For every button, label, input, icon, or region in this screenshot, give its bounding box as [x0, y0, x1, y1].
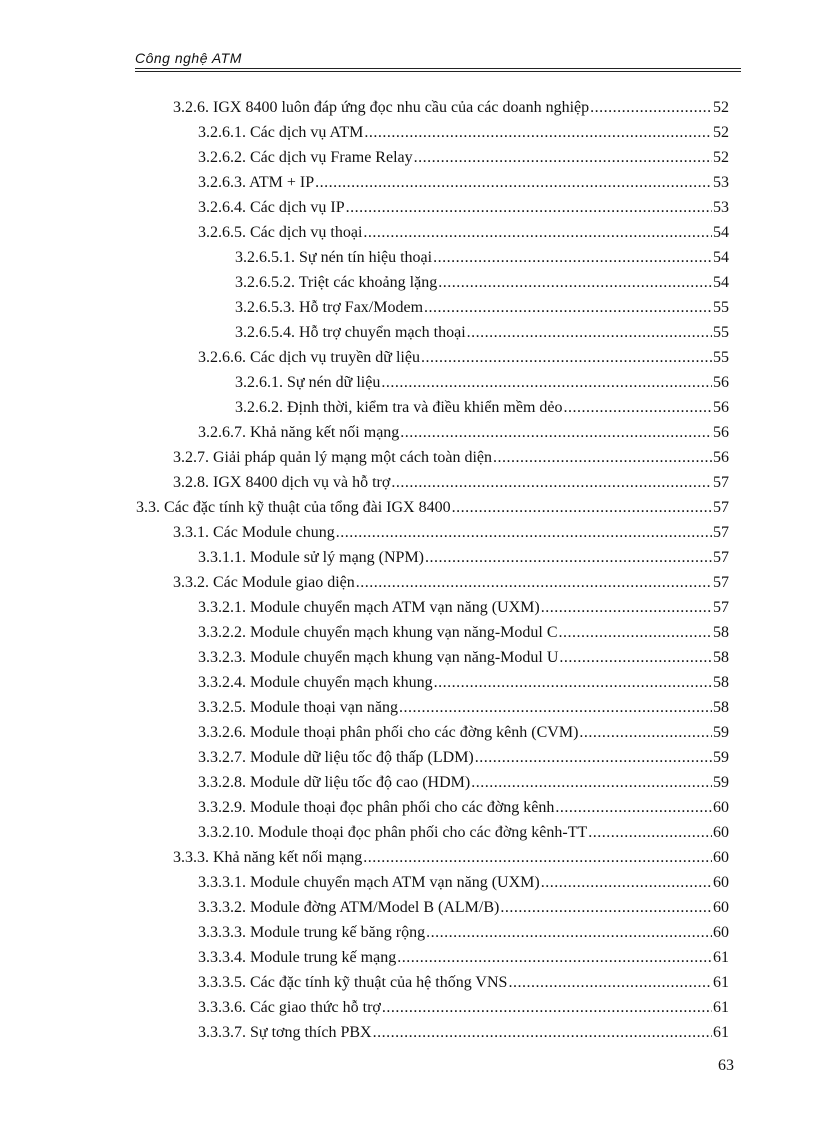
- toc-entry-page: 58: [713, 699, 729, 716]
- toc-entry[interactable]: [198, 868, 729, 893]
- toc-entry-title: 3.3.2. Các Module giao diện: [173, 574, 355, 591]
- toc-entry[interactable]: [173, 568, 729, 593]
- toc-leader-dots: [493, 448, 712, 468]
- toc-leader-dots: [500, 898, 712, 918]
- toc-entry[interactable]: [198, 618, 729, 643]
- toc-leader-dots: [555, 798, 712, 818]
- toc-entry-page: 58: [713, 624, 729, 641]
- toc-entry[interactable]: [173, 93, 729, 118]
- toc-entry-title: 3.3.2.6. Module thoại phân phối cho các đờng kênh (CVM): [198, 724, 579, 741]
- toc-entry[interactable]: [198, 968, 729, 993]
- toc-entry-title: 3.3.2.1. Module chuyển mạch ATM vạn năng (UXM): [198, 599, 540, 616]
- toc-entry[interactable]: [173, 843, 729, 868]
- toc-leader-dots: [579, 723, 712, 743]
- toc-entry-title: 3.3.3.6. Các giao thức hỗ trợ: [198, 999, 381, 1016]
- toc-entry-title: 3.2.6.2. Định thời, kiểm tra và điều khiển mềm dẻo: [235, 399, 563, 416]
- toc-entry[interactable]: [173, 468, 729, 493]
- toc-entry-title: 3.3.3.7. Sự tơng thích PBX: [198, 1024, 372, 1041]
- toc-entry-title: 3.2.7. Giải pháp quản lý mạng một cách toàn diện: [173, 449, 493, 466]
- toc-entry-page: 55: [713, 324, 729, 341]
- toc-entry-page: 59: [713, 749, 729, 766]
- toc-entry-page: 57: [713, 499, 729, 516]
- toc-entry-page: 54: [713, 224, 729, 241]
- toc-entry-title: 3.2.6.5.1. Sự nén tín hiệu thoại: [235, 249, 433, 266]
- toc-entry-title: 3.2.6.3. ATM + IP: [198, 174, 315, 191]
- toc-entry[interactable]: [198, 593, 729, 618]
- toc-entry[interactable]: [198, 943, 729, 968]
- toc-entry-title: 3.2.6.5.4. Hỗ trợ chuyển mạch thoại: [235, 324, 466, 341]
- toc-leader-dots: [381, 373, 712, 393]
- toc-entry-page: 53: [713, 174, 729, 191]
- toc-entry-page: 56: [713, 449, 729, 466]
- toc-entry-page: 57: [713, 524, 729, 541]
- toc-entry-page: 59: [713, 774, 729, 791]
- toc-leader-dots: [336, 523, 712, 543]
- toc-entry-page: 58: [713, 649, 729, 666]
- toc-entry-title: 3.3.2.8. Module dữ liệu tốc độ cao (HDM): [198, 774, 471, 791]
- toc-entry-page: 55: [713, 299, 729, 316]
- toc-entry-title: 3.3.2.5. Module thoại vạn năng: [198, 699, 398, 716]
- toc-entry-page: 56: [713, 374, 729, 391]
- toc-entry-title: 3.2.8. IGX 8400 dịch vụ và hỗ trợ: [173, 474, 391, 491]
- toc-leader-dots: [425, 548, 712, 568]
- toc-entry[interactable]: [173, 518, 729, 543]
- toc-entry[interactable]: [198, 643, 729, 668]
- toc-entry[interactable]: [198, 743, 729, 768]
- toc-entry-title: 3.2.6. IGX 8400 luôn đáp ứng đọc nhu cầu của các doanh nghiệp: [173, 99, 590, 116]
- toc-entry-page: 53: [713, 199, 729, 216]
- toc-entry[interactable]: [198, 543, 729, 568]
- toc-leader-dots: [397, 948, 712, 968]
- toc-entry-page: 55: [713, 349, 729, 366]
- toc-entry-title: 3.2.6.1. Các dịch vụ ATM: [198, 124, 364, 141]
- toc-entry-page: 52: [713, 99, 729, 116]
- toc-entry-page: 57: [713, 474, 729, 491]
- toc-entry-page: 61: [713, 949, 729, 966]
- toc-entry-title: 3.2.6.5.2. Triệt các khoảng lặng: [235, 274, 438, 291]
- toc-leader-dots: [541, 873, 712, 893]
- toc-entry[interactable]: [173, 443, 729, 468]
- toc-entry-page: 60: [713, 849, 729, 866]
- toc-entry-title: 3.3.1.1. Module sử lý mạng (NPM): [198, 549, 424, 566]
- toc-leader-dots: [452, 498, 712, 518]
- page-header-title: Công nghệ ATM: [135, 50, 242, 66]
- toc-entry-page: 57: [713, 574, 729, 591]
- toc-entry[interactable]: [136, 493, 729, 518]
- toc-leader-dots: [467, 323, 712, 343]
- header-rule-top: [135, 68, 741, 69]
- toc-entry-title: 3.2.6.6. Các dịch vụ truyền dữ liệu: [198, 349, 420, 366]
- toc-entry-title: 3.3.2.9. Module thoại đọc phân phối cho các đờng kênh: [198, 799, 555, 816]
- toc-entry-title: 3.2.6.4. Các dịch vụ IP: [198, 199, 345, 216]
- toc-leader-dots: [400, 423, 712, 443]
- toc-leader-dots: [564, 398, 712, 418]
- toc-entry-title: 3.3.2.7. Module dữ liệu tốc độ thấp (LDM): [198, 749, 474, 766]
- toc-entry[interactable]: [235, 318, 729, 343]
- toc-leader-dots: [363, 848, 712, 868]
- toc-entry-page: 60: [713, 899, 729, 916]
- toc-entry[interactable]: [198, 118, 729, 143]
- toc-entry[interactable]: [198, 343, 729, 368]
- toc-entry-title: 3.3.3.1. Module chuyển mạch ATM vạn năng (UXM): [198, 874, 540, 891]
- toc-entry-page: 61: [713, 1024, 729, 1041]
- toc-entry-title: 3.3.3. Khả năng kết nối mạng: [173, 849, 363, 866]
- toc-entry-page: 54: [713, 249, 729, 266]
- toc-entry-page: 57: [713, 549, 729, 566]
- toc-entry-page: 61: [713, 974, 729, 991]
- toc-entry[interactable]: [198, 143, 729, 168]
- toc-entry-page: 52: [713, 124, 729, 141]
- toc-entry[interactable]: [198, 1018, 729, 1043]
- toc-leader-dots: [346, 198, 712, 218]
- toc-leader-dots: [590, 98, 712, 118]
- toc-entry-title: 3.3.2.10. Module thoại đọc phân phối cho các đờng kênh-TT: [198, 824, 588, 841]
- toc-entry-page: 56: [713, 399, 729, 416]
- toc-entry-page: 60: [713, 874, 729, 891]
- toc-leader-dots: [588, 823, 712, 843]
- toc-entry[interactable]: [198, 818, 729, 843]
- toc-entry[interactable]: [235, 393, 729, 418]
- page-number: 63: [718, 1057, 734, 1074]
- toc-entry-page: 59: [713, 724, 729, 741]
- toc-entry-page: 54: [713, 274, 729, 291]
- toc-entry-title: 3.3. Các đặc tính kỹ thuật của tổng đài IGX 8400: [136, 499, 451, 516]
- toc-leader-dots: [421, 348, 712, 368]
- header-rule-bottom: [135, 71, 741, 72]
- toc-entry[interactable]: [198, 668, 729, 693]
- toc-entry[interactable]: [198, 193, 729, 218]
- toc-entry[interactable]: [198, 768, 729, 793]
- toc-leader-dots: [315, 173, 712, 193]
- toc-entry-page: 58: [713, 674, 729, 691]
- toc-leader-dots: [399, 698, 712, 718]
- toc-entry-page: 52: [713, 149, 729, 166]
- toc-entry[interactable]: [198, 893, 729, 918]
- toc-entry[interactable]: [235, 368, 729, 393]
- toc-entry-title: 3.2.6.5. Các dịch vụ thoại: [198, 224, 363, 241]
- toc-leader-dots: [414, 148, 712, 168]
- toc-leader-dots: [391, 473, 712, 493]
- toc-entry[interactable]: [198, 718, 729, 743]
- toc-leader-dots: [471, 773, 712, 793]
- toc-entry-page: 60: [713, 924, 729, 941]
- toc-entry-title: 3.3.3.4. Module trung kế mạng: [198, 949, 397, 966]
- toc-entry[interactable]: [198, 218, 729, 243]
- toc-entry-page: 60: [713, 799, 729, 816]
- toc-leader-dots: [508, 973, 712, 993]
- toc-leader-dots: [541, 598, 712, 618]
- toc-entry[interactable]: [198, 793, 729, 818]
- toc-leader-dots: [356, 573, 712, 593]
- toc-leader-dots: [475, 748, 712, 768]
- toc-entry-title: 3.3.3.3. Module trung kế băng rộng: [198, 924, 426, 941]
- toc-entry[interactable]: [198, 993, 729, 1018]
- toc-entry-title: 3.3.3.2. Module đờng ATM/Model B (ALM/B): [198, 899, 500, 916]
- toc-entry[interactable]: [198, 168, 729, 193]
- toc-entry-title: 3.3.2.2. Module chuyển mạch khung vạn năng-Modul C: [198, 624, 558, 641]
- toc-entry-page: 56: [713, 424, 729, 441]
- toc-entry[interactable]: [198, 418, 729, 443]
- toc-entry-page: 61: [713, 999, 729, 1016]
- toc-entry-title: 3.2.6.7. Khả năng kết nối mạng: [198, 424, 400, 441]
- toc-leader-dots: [364, 123, 712, 143]
- toc-leader-dots: [559, 648, 712, 668]
- toc-entry-title: 3.3.3.5. Các đặc tính kỹ thuật của hệ thống VNS: [198, 974, 508, 991]
- toc-leader-dots: [438, 273, 712, 293]
- toc-entry[interactable]: [198, 693, 729, 718]
- toc-leader-dots: [373, 1023, 712, 1043]
- toc-entry-page: 57: [713, 599, 729, 616]
- toc-leader-dots: [426, 923, 712, 943]
- toc-entry[interactable]: [235, 243, 729, 268]
- toc-entry-title: 3.2.6.1. Sự nén dữ liệu: [235, 374, 381, 391]
- toc-entry-page: 60: [713, 824, 729, 841]
- toc-entry-title: 3.2.6.2. Các dịch vụ Frame Relay: [198, 149, 413, 166]
- toc-leader-dots: [424, 298, 712, 318]
- toc-entry-title: 3.3.1. Các Module chung: [173, 524, 335, 541]
- toc-leader-dots: [433, 248, 712, 268]
- toc-entry-title: 3.3.2.4. Module chuyển mạch khung: [198, 674, 433, 691]
- toc-entry[interactable]: [235, 268, 729, 293]
- toc-entry-title: 3.3.2.3. Module chuyển mạch khung vạn năng-Modul U: [198, 649, 559, 666]
- toc-leader-dots: [363, 223, 712, 243]
- toc-leader-dots: [382, 998, 712, 1018]
- toc-entry[interactable]: [198, 918, 729, 943]
- toc-entry-title: 3.2.6.5.3. Hỗ trợ Fax/Modem: [235, 299, 424, 316]
- toc-entry[interactable]: [235, 293, 729, 318]
- toc-leader-dots: [559, 623, 713, 643]
- toc-leader-dots: [434, 673, 712, 693]
